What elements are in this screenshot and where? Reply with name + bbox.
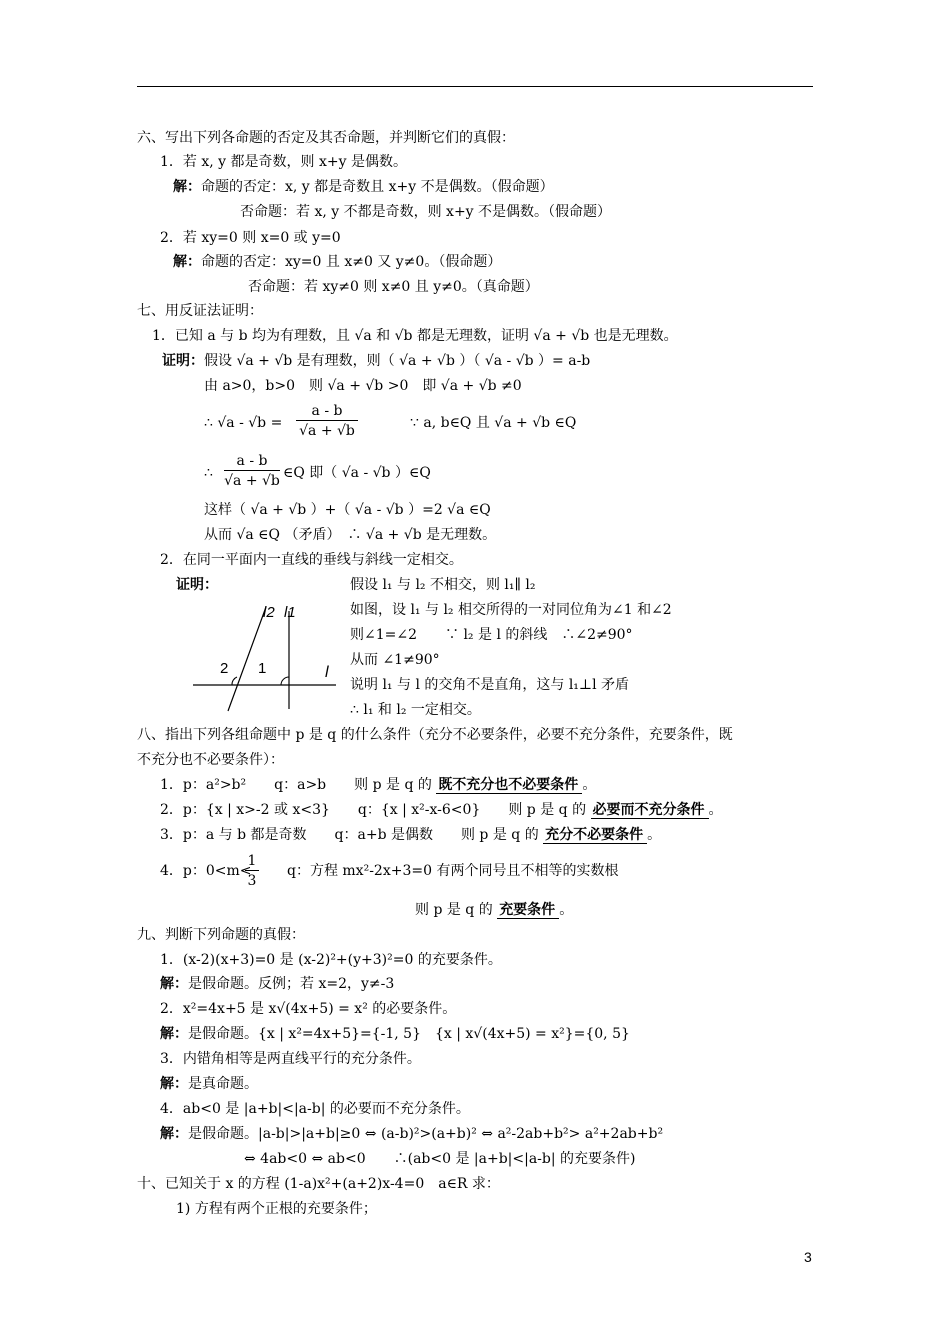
fraction-2-numerator: a - b: [236, 453, 268, 469]
s9-a1-text: 是假命题。反例；若 x=2，y≠-3: [188, 976, 395, 992]
s8-item-1-text: 1．p：a²>b² q：a>b 则 p 是 q 的: [160, 777, 432, 793]
fraction-3-numerator: 1: [247, 853, 257, 869]
proof-label: 证明：: [162, 353, 204, 369]
fraction-2-denominator: √a + √b: [224, 470, 280, 491]
s6-a1-negation: 命题的否定：x, y 都是奇数且 x+y 不是偶数。（假命题）: [201, 179, 554, 195]
period: 。: [559, 902, 574, 918]
s9-answer-3: [160, 1075, 258, 1093]
s6-a1-inverse: 否命题：若 x, y 不都是奇数，则 x+y 不是偶数。（假命题）: [240, 204, 612, 220]
s6-answer-1: [173, 178, 554, 196]
fraction-2: [224, 452, 280, 491]
s7-proof-1-line2: 由 a>0，b>0 则 √a + √b >0 即 √a + √b ≠0: [204, 378, 522, 394]
s7-proof-1-line1: [162, 352, 590, 370]
label-l: l: [325, 664, 329, 681]
answer-label: 解：: [173, 254, 201, 270]
s6-question-2: 2．若 xy=0 则 x=0 或 y=0: [160, 230, 341, 246]
s6-answer-2: [173, 253, 501, 271]
s9-answer-2: [160, 1025, 630, 1043]
s7-proof-1-line4-right: ∈Q 即（ √a - √b ）∈Q: [283, 465, 431, 481]
s8-item-4b-text: 则 p 是 q 的: [415, 902, 493, 918]
s9-question-1: 1．(x-2)(x+3)=0 是 (x-2)²+(y+3)²=0 的充要条件。: [160, 952, 502, 968]
s6-a2-inverse: 否命题：若 xy≠0 则 x≠0 且 y≠0。（真命题）: [248, 279, 539, 295]
line-l2: [228, 607, 266, 711]
s8-item-2: [160, 801, 723, 819]
answer-label: 解：: [160, 976, 188, 992]
s7-proof-1-line4-left: ∴: [204, 465, 213, 481]
answer-label: 解：: [160, 1126, 188, 1142]
page-number: 3: [804, 1249, 812, 1265]
s8-item-3: [160, 826, 661, 844]
answer-label: 解：: [160, 1076, 188, 1092]
s10-question-1: 1) 方程有两个正根的充要条件；: [176, 1201, 377, 1217]
s8-item-1: [160, 776, 596, 794]
s7-proof-1-line3-right: ∵ a, b∈Q 且 √a + √b ∈Q: [410, 415, 577, 431]
s8-item-2-answer: 必要而不充分条件: [591, 802, 709, 819]
section6-title: 六、写出下列各命题的否定及其否命题，并判断它们的真假：: [137, 130, 515, 146]
s7-proof-1-line5: 这样（ √a + √b ）+（ √a - √b ）=2 √a ∈Q: [204, 502, 491, 518]
s7-proof-2-line1: 假设 l₁ 与 l₂ 不相交，则 l₁∥ l₂: [350, 577, 536, 593]
s8-item-3-text: 3．p：a 与 b 都是奇数 q：a+b 是偶数 则 p 是 q 的: [160, 827, 539, 843]
s8-item-3-answer: 充分不必要条件: [543, 827, 647, 844]
section8-title-line2: 不充分也不必要条件）：: [137, 752, 284, 768]
section7-title: 七、用反证法证明：: [137, 303, 263, 319]
fraction-3-denominator: 3: [245, 870, 259, 891]
s9-question-4: 4．ab<0 是 |a+b|<|a-b| 的必要而不充分条件。: [160, 1101, 470, 1117]
s8-item-2-text: 2．p：{x | x>-2 或 x<3} q：{x | x²-x-6<0} 则 p 是 q 的: [160, 802, 587, 818]
proof-label: 证明：: [176, 577, 218, 593]
s8-item-4-right: q：方程 mx²-2x+3=0 有两个同号且不相等的实数根: [287, 863, 619, 879]
s9-question-3: 3．内错角相等是两直线平行的充分条件。: [160, 1051, 421, 1067]
fraction-3: [245, 852, 259, 891]
s6-question-1: 1．若 x, y 都是奇数，则 x+y 是偶数。: [160, 154, 407, 170]
period: 。: [582, 777, 597, 793]
s8-item-4-left: 4．p：0<m<: [160, 863, 252, 879]
fraction-1-numerator: a - b: [311, 403, 343, 419]
s8-item-4-conclusion: [415, 901, 573, 919]
s7-proof-2-line2: 如图，设 l₁ 与 l₂ 相交所得的一对同位角为∠1 和∠2: [350, 602, 672, 618]
s9-a3-text: 是真命题。: [188, 1076, 258, 1092]
s7-proof-1-line6: 从而 √a ∈Q （矛盾） ∴ √a + √b 是无理数。: [204, 527, 497, 543]
section10-title: 十、已知关于 x 的方程 (1-a)x²+(a+2)x-4=0 a∈R 求：: [137, 1176, 500, 1192]
s7-proof-2-line3: 则∠1=∠2 ∵ l₂ 是 l 的斜线 ∴∠2≠90°: [350, 627, 633, 643]
angle-1-arc: [281, 677, 289, 685]
label-l1: l1: [284, 604, 296, 621]
fraction-1: [296, 402, 358, 441]
header-rule: [137, 86, 813, 87]
s7-question-2: 2．在同一平面内一直线的垂线与斜线一定相交。: [160, 552, 463, 568]
period: 。: [708, 802, 723, 818]
s9-a4-text: 是假命题。|a-b|>|a+b|≥0 ⇔ (a-b)²>(a+b)² ⇔ a²-2ab+b²> a²+2ab+b²: [188, 1126, 664, 1142]
s9-answer-4-line2: ⇔ 4ab<0 ⇔ ab<0 ∴(ab<0 是 |a+b|<|a-b| 的充要条件): [244, 1151, 636, 1167]
s7-proof-2-line4: 从而 ∠1≠90°: [350, 652, 440, 668]
s9-answer-4: [160, 1125, 663, 1143]
fraction-1-denominator: √a + √b: [296, 420, 358, 441]
s7-question-1: 1．已知 a 与 b 均为有理数，且 √a 和 √b 都是无理数，证明 √a + √b 也是无理数。: [152, 328, 678, 344]
s9-question-2: 2．x²=4x+5 是 x√(4x+5) = x² 的必要条件。: [160, 1001, 457, 1017]
label-l2: l2: [263, 604, 275, 621]
s6-a2-negation: 命题的否定：xy=0 且 x≠0 又 y≠0。（假命题）: [201, 254, 502, 270]
label-angle-1: 1: [258, 660, 267, 677]
s8-item-1-answer: 既不充分也不必要条件: [436, 777, 582, 794]
label-angle-2: 2: [220, 660, 229, 677]
answer-label: 解：: [173, 179, 201, 195]
s9-a2-text: 是假命题。{x | x²=4x+5}={-1, 5} {x | x√(4x+5) = x²}={0, 5}: [188, 1026, 630, 1042]
s7-proof-2-line5: 说明 l₁ 与 l 的交角不是直角，这与 l₁⊥l 矛盾: [350, 677, 630, 693]
s8-item-4-answer: 充要条件: [497, 902, 559, 919]
s7-proof-2-line6: ∴ l₁ 和 l₂ 一定相交。: [350, 702, 481, 718]
s7-proof-1-line3-left: ∴ √a - √b =: [204, 415, 283, 431]
s9-answer-1: [160, 975, 394, 993]
answer-label: 解：: [160, 1026, 188, 1042]
angle-2-arc: [232, 677, 237, 685]
section8-title-line1: 八、指出下列各组命题中 p 是 q 的什么条件（充分不必要条件，必要不充分条件，充要条件，既: [137, 727, 733, 743]
parallel-lines-figure: [188, 597, 348, 717]
proof-text: 假设 √a + √b 是有理数，则（ √a + √b ）（ √a - √b ）= a-b: [204, 353, 591, 369]
section9-title: 九、判断下列命题的真假：: [137, 927, 305, 943]
period: 。: [647, 827, 662, 843]
